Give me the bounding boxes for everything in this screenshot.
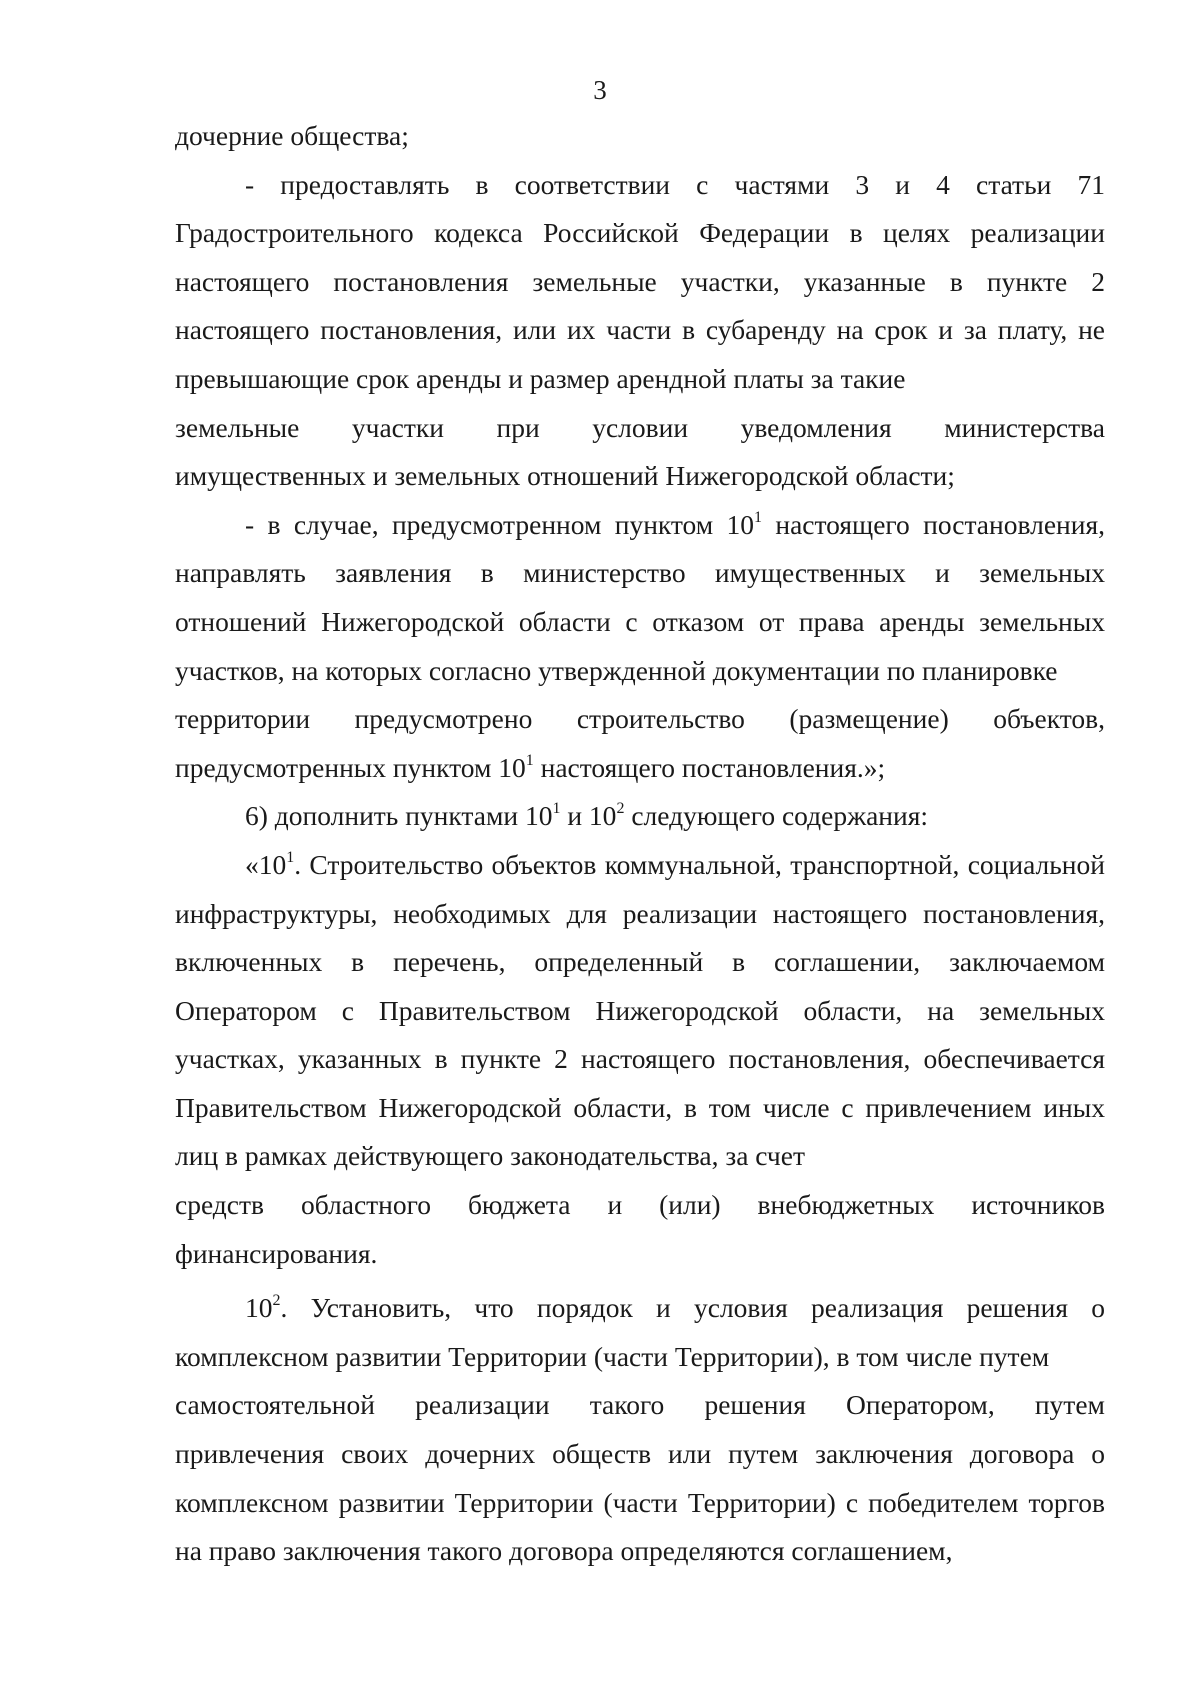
word: (размещение): [789, 703, 949, 735]
paragraph-text: . Установить, что порядок и условия реализация решения о комплексном развитии Территории (части Территории), в том числе путем: [175, 1292, 1105, 1372]
superscript: 2: [616, 800, 625, 818]
paragraph-line: [175, 1430, 1105, 1576]
word: решения: [704, 1389, 806, 1421]
paragraph-text: настоящего постановления, направлять заявления в министерство имущественных и земельных отношений Нижегородской области с отказом от права аренды земельных участков, на которых согласно утвержденной документации по планировке: [175, 508, 1105, 686]
superscript: 1: [552, 800, 561, 818]
word: бюджета: [467, 1189, 571, 1221]
justified-line: [175, 1181, 1105, 1230]
word: при: [496, 411, 540, 443]
paragraph-text: 10: [245, 1292, 273, 1324]
paragraph-line: [175, 452, 1105, 501]
word: условии: [592, 411, 689, 443]
word: строительство: [576, 703, 745, 735]
paragraph-text: предусмотренных пунктом 10: [175, 751, 526, 783]
page-number: 3: [593, 75, 607, 105]
word: внебюджетных: [757, 1189, 935, 1221]
paragraph-text: 6) дополнить пунктами 10: [245, 800, 553, 832]
word: областного: [300, 1189, 431, 1221]
justified-line: [175, 404, 1105, 453]
word: и: [607, 1189, 623, 1221]
word: путем: [1034, 1389, 1105, 1421]
justified-line: [175, 695, 1105, 744]
paragraph-text: . Строительство объектов коммунальной, транспортной, социальной инфраструктуры, необходимых для реализации настоящего постановления, включенных в перечень, определенный в соглашении, заключаемом Оператором с Правительством Нижегородской области, на земельных участках, указанных в пункте 2 настоящего постановления, обеспечивается Правительством Нижегородской области, в том числе с привлечением иных лиц в рамках действующего законодательства, за счет: [175, 848, 1105, 1172]
paragraph-text: финансирования.: [175, 1237, 378, 1269]
word: объектов,: [993, 703, 1105, 735]
word: уведомления: [740, 411, 892, 443]
word: участки: [351, 411, 444, 443]
superscript: 1: [754, 508, 763, 526]
word: министерства: [944, 411, 1105, 443]
word: источников: [971, 1189, 1105, 1221]
word: (или): [659, 1189, 721, 1221]
paragraph-text: и 10: [560, 800, 617, 832]
paragraph-continuation: [175, 112, 1105, 161]
word: Оператором,: [846, 1389, 995, 1421]
word: реализации: [415, 1389, 550, 1421]
word: территории: [175, 703, 311, 735]
paragraph-text: дочерние общества;: [175, 120, 409, 151]
paragraph-text: - в случае, предусмотренном пунктом 10: [245, 508, 755, 540]
superscript: 1: [286, 848, 295, 866]
paragraph-text: привлечения своих дочерних обществ или путем заключения договора о комплексном развитии Территории (части Территории) с победителем торгов на право заключения такого договора определяются соглашением,: [175, 1438, 1105, 1567]
paragraph-refusal: [175, 501, 1105, 695]
word: самостоятельной: [175, 1389, 375, 1421]
paragraph-text: следующего содержания:: [624, 800, 929, 832]
superscript: 1: [525, 751, 534, 769]
paragraph-text: - предоставлять в соответствии с частями 3 и 4 статьи 71 Градостроительного кодекса Российской Федерации в целях реализации настоящего постановления земельные участки, указанные в пункте 2 настоящего постановления, или их части в субаренду на срок и за плату, не превышающие срок аренды и размер арендной платы за такие: [175, 168, 1105, 394]
paragraph-sublease: [175, 161, 1105, 404]
justified-line: [175, 1381, 1105, 1430]
paragraph-text: «10: [245, 848, 287, 880]
word: такого: [589, 1389, 665, 1421]
paragraph-item-10-2: [175, 1284, 1105, 1381]
paragraph-line: [175, 1230, 1105, 1279]
word: земельные: [175, 411, 300, 443]
paragraph-text: имущественных и земельных отношений Нижегородской области;: [175, 460, 955, 492]
paragraph-line: [175, 744, 1105, 793]
document-body: [175, 112, 1105, 1576]
paragraph-amendment-6: [175, 792, 1105, 841]
superscript: 2: [272, 1292, 281, 1310]
word: средств: [175, 1189, 264, 1221]
paragraph-item-10-1: [175, 841, 1105, 1181]
word: предусмотрено: [354, 703, 533, 735]
paragraph-text: настоящего постановления.»;: [533, 751, 886, 783]
